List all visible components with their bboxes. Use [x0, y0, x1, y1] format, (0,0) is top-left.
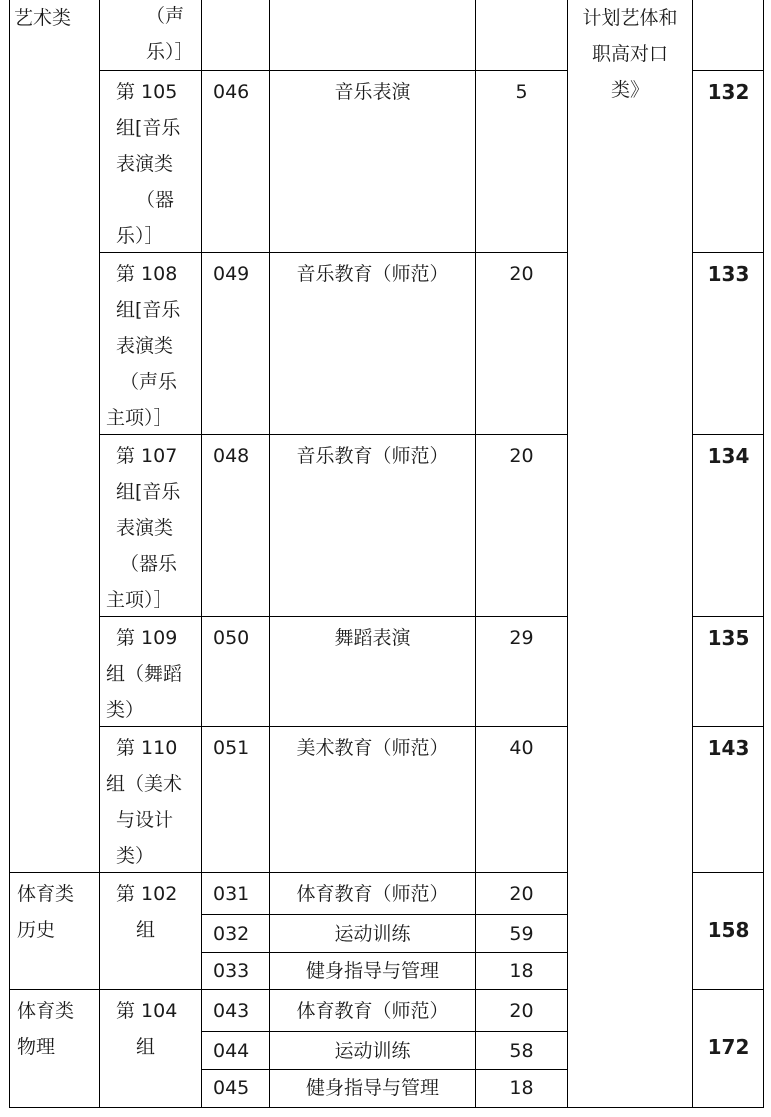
major-name: 音乐教育（师范） — [296, 263, 449, 285]
grid-line — [100, 70, 568, 71]
min-score: 143 — [707, 736, 750, 760]
category-cell: 艺术类 — [14, 7, 72, 29]
plan-count: 18 — [509, 960, 534, 982]
category-cell: 体育类 历史 — [17, 883, 75, 941]
plan-count: 18 — [509, 1077, 534, 1099]
grid-line — [693, 872, 764, 873]
major-name: 运动训练 — [334, 923, 411, 945]
major-code: 049 — [213, 263, 250, 285]
major-code: 044 — [213, 1040, 250, 1062]
major-name: 健身指导与管理 — [305, 960, 439, 982]
grid-line — [693, 434, 764, 435]
group-cell: 第 110 组（美术 与设计 类） — [106, 737, 183, 867]
grid-line — [693, 989, 764, 990]
major-code: 046 — [213, 81, 250, 103]
grid-line — [9, 872, 568, 873]
grid-line — [693, 70, 764, 71]
major-name: 美术教育（师范） — [296, 737, 449, 759]
group-cell: 第 104 组 — [116, 1000, 178, 1058]
major-name: 舞蹈表演 — [334, 627, 411, 649]
group-cell: 第 107 组[音乐 表演类 （器乐 主项）］ — [106, 445, 181, 611]
grid-line — [9, 989, 568, 990]
grid-line — [693, 616, 764, 617]
major-code: 033 — [213, 960, 250, 982]
plan-count: 20 — [509, 445, 534, 467]
category-cell: 体育类 物理 — [17, 1000, 75, 1058]
group-cell: 第 109 组（舞蹈 类） — [106, 627, 183, 721]
plan-count: 58 — [509, 1040, 534, 1062]
admission-score-table — [9, 0, 764, 1109]
grid-line — [567, 0, 568, 1108]
min-score: 172 — [707, 1035, 750, 1059]
major-code: 045 — [213, 1077, 250, 1099]
min-score: 134 — [707, 444, 750, 468]
grid-line — [693, 726, 764, 727]
min-score: 133 — [707, 262, 750, 286]
grid-line — [9, 1107, 764, 1108]
grid-line — [693, 252, 764, 253]
plan-count: 20 — [509, 263, 534, 285]
min-score: 135 — [707, 626, 750, 650]
min-score: 132 — [707, 80, 750, 104]
plan-count: 29 — [509, 627, 534, 649]
min-score: 158 — [707, 918, 750, 942]
shared-note-cell: 计划艺体和 职高对口 类》 — [582, 7, 678, 101]
major-name: 健身指导与管理 — [305, 1077, 439, 1099]
group-cell: （声 乐）］ — [146, 5, 194, 63]
major-code: 031 — [213, 883, 250, 905]
grid-line — [202, 914, 568, 915]
major-code: 048 — [213, 445, 250, 467]
group-cell: 第 102 组 — [116, 883, 178, 941]
major-name: 体育教育（师范） — [296, 1000, 449, 1022]
plan-count: 20 — [509, 883, 534, 905]
plan-count: 5 — [515, 81, 528, 103]
major-code: 051 — [213, 737, 250, 759]
group-cell: 第 108 组[音乐 表演类 （声乐 主项）］ — [106, 263, 181, 429]
plan-count: 20 — [509, 1000, 534, 1022]
group-cell: 第 105 组[音乐 表演类 （器 乐）］ — [116, 81, 181, 247]
major-code: 043 — [213, 1000, 250, 1022]
major-name: 体育教育（师范） — [296, 883, 449, 905]
major-name: 音乐表演 — [334, 81, 411, 103]
major-name: 运动训练 — [334, 1040, 411, 1062]
major-code: 032 — [213, 923, 250, 945]
major-name: 音乐教育（师范） — [296, 445, 449, 467]
major-code: 050 — [213, 627, 250, 649]
plan-count: 40 — [509, 737, 534, 759]
plan-count: 59 — [509, 923, 534, 945]
grid-line — [202, 1031, 568, 1032]
